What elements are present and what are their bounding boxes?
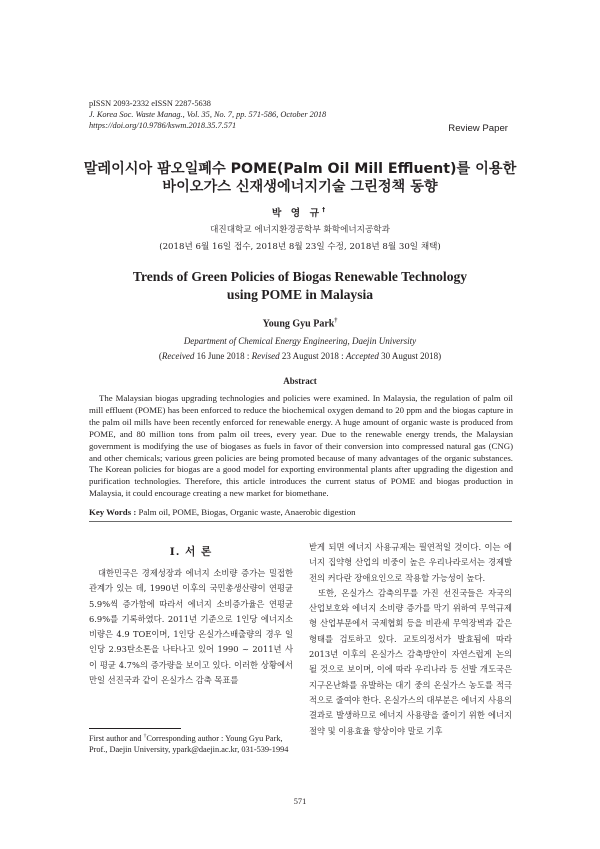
corresponding-mark: † xyxy=(322,206,329,214)
keywords xyxy=(89,507,356,517)
korean-title-line2: 바이오가스 신재생에너지기술 그린정책 동향 xyxy=(162,179,438,195)
article-type: Review Paper xyxy=(448,123,508,134)
section-heading: Ⅰ. 서 론 xyxy=(169,546,213,558)
corresponding-mark: † xyxy=(334,318,338,324)
body-left-column: 대한민국은 경제성장과 에너지 소비량 증가는 밀접한 관계가 있는 데, 1990년 이후의 국민총생산량이 연평균 5.9%씩 증가함에 따라서 에너지 소비증가율은 연평균 6.9%를 기록하였다. 2011년 기준으로 1인당 에너지소비량은 4.9 TOE이며, 1인당 온실가스배출량의 경우 일인당 2.93탄소톤을 나타나고 있어 1990 ~ 2011년 사이 평균 4.7%의 증가량을 보이고 있다. 이러한 상황에서 만일 선진국과 같이 온실가스 감축 목표를 xyxy=(89,568,293,686)
korean-author xyxy=(0,205,600,219)
korean-affiliation: 대진대학교 에너지환경공학부 화학에너지공학과 xyxy=(210,225,390,235)
corresponding-mark: † xyxy=(143,733,147,739)
abstract-text: The Malaysian biogas upgrading technologies and policies were examined. In Malaysia, the regulation of palm oil mill effluent (POME) has been enforced to reduce the biochemical oxygen demand to 20 ppm and the biogas capture in the palm oil mills have been recently enforced for renewable energy. A huge amount of organic waste is produced from POME, and 80 million tons from palm oil trees, every year. Due to the renewable energy trends, the Malaysian government is modifying the use of biogases as fuels in favor of their conversion into compressed natural gas (CNG) and other chemicals; various green policies are being promoted because of many advantages of the organic substances. The Korean policies for biogas are a good model for exporting environmental plants after upgrading the digestion and purification technologies. Therefore, this article introduces the current status of POME and biogas production in Malaysia, it could encourage creating a new market for biomethane. xyxy=(89,393,513,499)
footnote-divider xyxy=(89,728,181,729)
english-affiliation: Department of Chemical Energy Engineering, Daejin University xyxy=(183,336,417,346)
accepted-label: Accepted xyxy=(345,351,379,361)
divider xyxy=(89,521,512,522)
korean-dates: (2018년 6월 16일 접수, 2018년 8월 23일 수정, 2018년 8월 30일 채택) xyxy=(159,242,441,252)
doi-link[interactable]: https://doi.org/10.9786/kswm.2018.35.7.571 xyxy=(89,121,237,131)
body-paragraph: 받게 되면 에너지 사용규제는 필연적일 것이다. 이는 에너지 집약형 산업의 비중이 높은 우리나라로서는 경제발전의 커다란 장애요인으로 작용할 가능성이 높다. xyxy=(309,542,512,583)
english-title-line1: Trends of Green Policies of Biogas Renewable Technology xyxy=(132,269,468,284)
english-title xyxy=(0,268,600,304)
journal-citation: J. Korea Soc. Waste Manag., Vol. 35, No. 7, pp. 571-586, October 2018 xyxy=(89,110,327,120)
accepted-date: 30 August 2018 xyxy=(381,351,439,361)
keywords-value: Palm oil, POME, Biogas, Organic waste, Anaerobic digestion xyxy=(138,507,356,517)
received-label: Received xyxy=(161,351,195,361)
footnote: First author and †Corresponding author : Young Gyu Park, Prof., Daejin University, ypark@daejin.ac.kr, 031-539-1994 xyxy=(89,731,295,755)
page-number: 571 xyxy=(293,797,307,806)
issn-line: pISSN 2093-2332 eISSN 2287-5638 xyxy=(89,99,211,108)
received-date: 16 June 2018 xyxy=(196,351,245,361)
keywords-label: Key Words : xyxy=(89,507,139,517)
abstract-heading: Abstract xyxy=(283,376,317,386)
korean-title xyxy=(0,160,600,196)
footnote-contact: Prof., Daejin University, ypark@daejin.ac.kr, 031-539-1994 xyxy=(89,745,289,755)
korean-author-name: 박 영 규 xyxy=(271,208,323,219)
revised-date: 23 August 2018 xyxy=(281,351,339,361)
english-title-line2: using POME in Malaysia xyxy=(226,287,374,302)
body-right-column xyxy=(309,540,512,739)
english-dates: (Received 16 June 2018 : Revised 23 August 2018 : Accepted 30 August 2018) xyxy=(158,351,442,361)
english-author xyxy=(0,318,600,329)
korean-title-line1: 말레이시아 팜오일폐수 POME(Palm Oil Mill Effluent)를 이용한 xyxy=(83,161,517,177)
english-author-name: Young Gyu Park xyxy=(262,318,335,330)
journal-header xyxy=(89,98,326,132)
body-paragraph: 또한, 온실가스 감축의무를 가진 선진국들은 자국의 산업보호와 에너지 소비량 증가를 막기 위하여 무역규제형 산업부문에서 국제협회 등을 비관세 무역장벽과 같은 형태를 검토하고 있다. 교토의정서가 발효됨에 따라 2013년 이후의 온실가스 감축방안이 자연스럽게 논의 될 것으로 보이며, 이에 따라 우리나라 등 선발 개도국은 지구온난화를 유발하는 대기 중의 온실가스 농도를 적극적으로 줄여야 한다. 온실가스의 대부분은 에너지 사용의 결과로 발생하므로 에너지 사용량을 줄이기 위한 에너지 절약 및 이용효율 향상이야 말로 기후 xyxy=(309,587,512,736)
revised-label: Revised xyxy=(251,351,280,361)
